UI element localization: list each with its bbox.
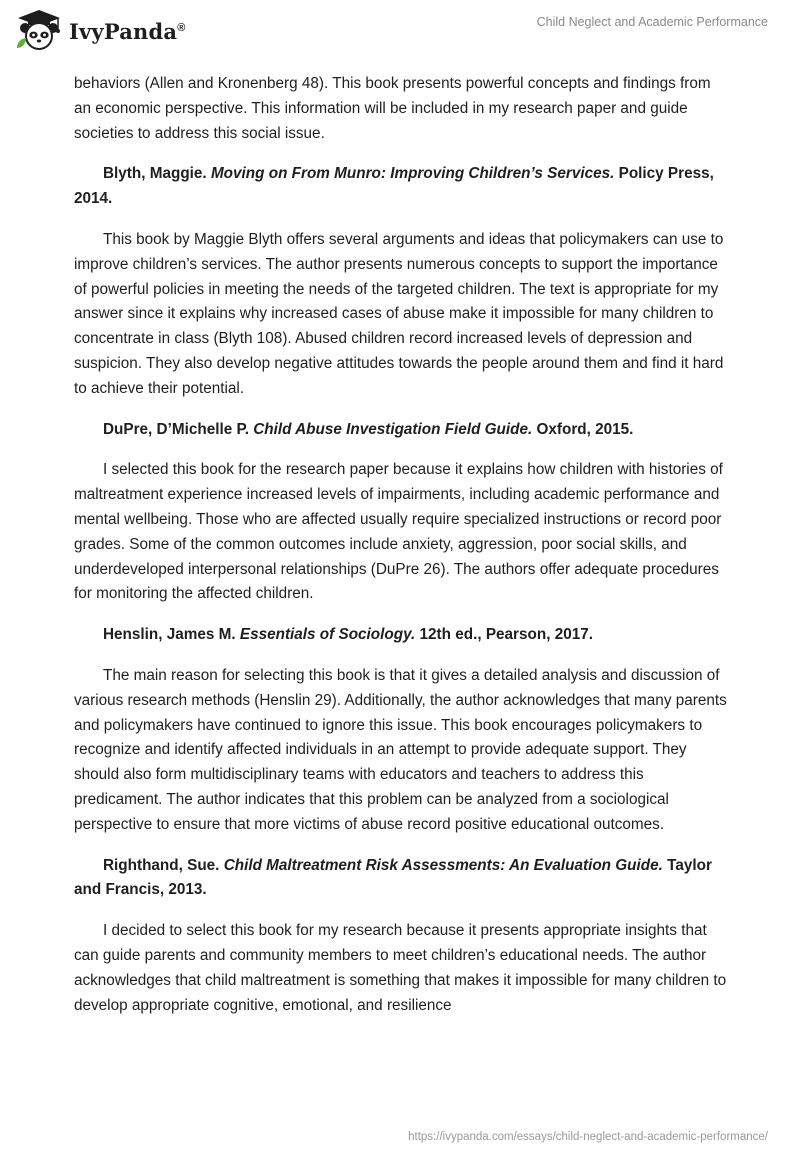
annotation-dupre: I selected this book for the research paper because it explains how children with histories of maltreatment experience increased levels of impairments, including academic performance and mental wellbeing. Those who are affected usually require specialized instructions or record poor grades. Some of the common outcomes include anxiety, aggression, poor social skills, and underdeveloped interpersonal relationships (DuPre 26). The authors offer adequate procedures for monitoring the affected children. — [74, 461, 723, 603]
citation-dupre: DuPre, D’Michelle P. Child Abuse Investigation Field Guide. Oxford, 2015. — [103, 420, 634, 438]
logo-wordmark: IvyPanda® — [69, 18, 186, 44]
citation-blyth: Blyth, Maggie. Moving on From Munro: Improving Children’s Services. Policy Press, 2014. — [74, 165, 714, 208]
panda-graduate-icon — [14, 8, 64, 52]
annotation-righthand: I decided to select this book for my research because it presents appropriate insights that can guide parents and community members to meet children’s educational needs. The author acknowledges that child maltreatment is something that makes it impossible for many children to develop appropriate cognitive, emotional, and resilience — [74, 922, 727, 1014]
document-title: Child Neglect and Academic Performance — [536, 15, 768, 29]
page-header — [0, 0, 800, 64]
ivypanda-logo[interactable] — [14, 8, 186, 52]
annotation-blyth: This book by Maggie Blyth offers several arguments and ideas that policymakers can use to improve children’s services. The author presents numerous concepts to support the importance of powerful policies in meeting the needs of the targeted children. The text is appropriate for my answer since it explains why increased cases of abuse make it impossible for many children to concentrate in class (Blyth 108). Abused children record increased levels of depression and suspicion. They also develop negative attitudes towards the people around them and find it hard to achieve their potential. — [74, 230, 724, 397]
annotation-henslin: The main reason for selecting this book is that it gives a detailed analysis and discussion of various research methods (Henslin 29). Additionally, the author acknowledges that many parents and policymakers have continued to ignore this issue. This book encourages policymakers to recognize and identify affected individuals in an attempt to provide adequate support. They should also form multidisciplinary teams with educators and teachers to address this predicament. The author indicates that this problem can be analyzed from a sociological perspective to ensure that more victims of abuse record positive educational outcomes. — [74, 666, 727, 833]
essay-body — [74, 72, 728, 1034]
source-url-link[interactable]: https://ivypanda.com/essays/child-neglect-and-academic-performance/ — [408, 1131, 768, 1143]
citation-henslin: Henslin, James M. Essentials of Sociology. 12th ed., Pearson, 2017. — [103, 626, 593, 644]
continued-paragraph: behaviors (Allen and Kronenberg 48). This book presents powerful concepts and findings from an economic perspective. This information will be included in my research paper and guide societies to address this social issue. — [74, 75, 711, 142]
citation-righthand: Righthand, Sue. Child Maltreatment Risk Assessments: An Evaluation Guide. Taylor and Francis, 2013. — [74, 856, 712, 899]
